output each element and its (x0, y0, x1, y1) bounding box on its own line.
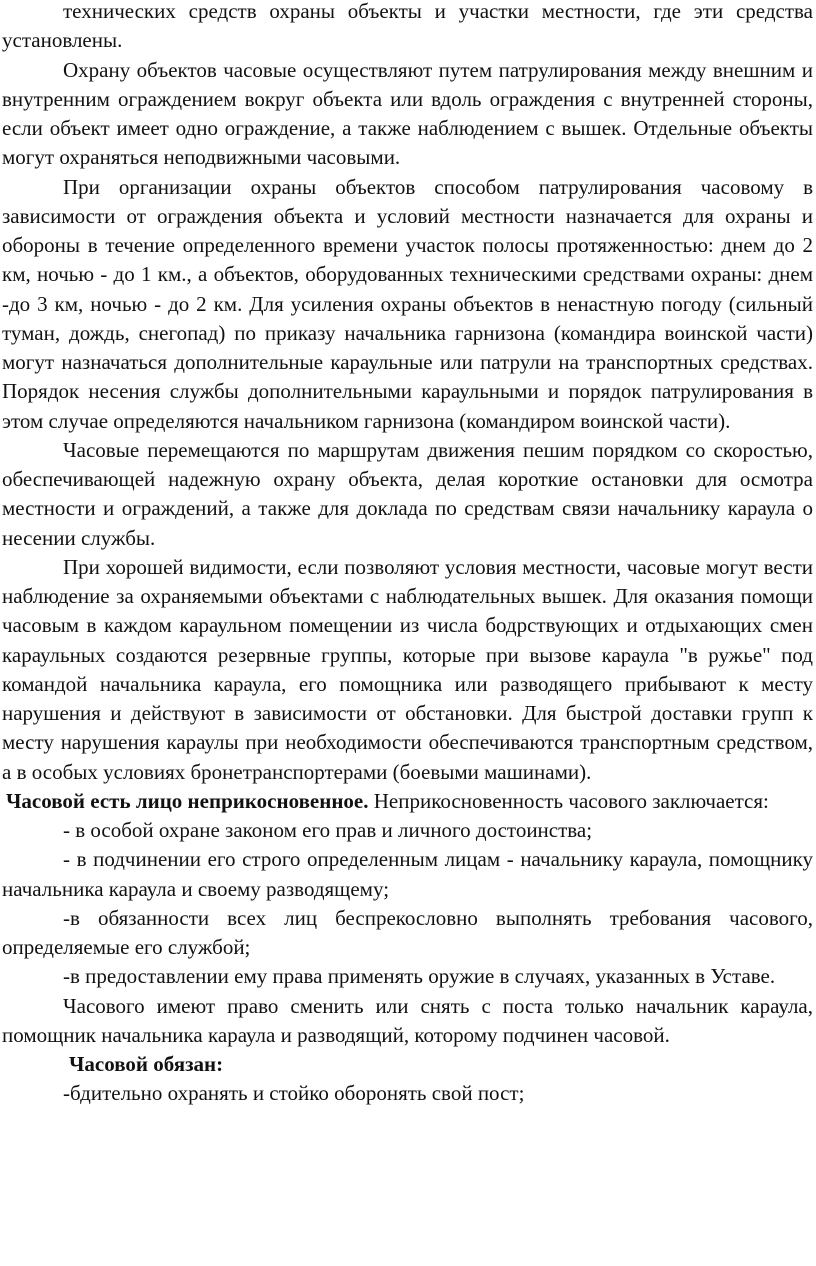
inviolability-text: Неприкосновенность часового заключается: (368, 788, 769, 813)
duties-heading (2, 1050, 813, 1079)
list-item: -бдительно охранять и стойко оборонять свой пост; (63, 1081, 525, 1106)
paragraph-observation-reserve: При хорошей видимости, если позволяют условия местности, часовые могут вести наблюдение за охраняемыми объектами с наблюдательных вышек. Для оказания помощи часовым в каждом караульном помещении из числа бодрствующих и отдыхающих смен караульных создаются резервные группы, которые при вызове караула "в ружье" под командой начальника караула, его помощника или разводящего прибывают к месту нарушения и действуют в зависимости от обстановки. Для быстрой доставки групп к месту нарушения караулы при необходимости обеспечиваются транспортным средством, а в особых условиях бронетранспортерами (боевыми машинами). (2, 554, 813, 784)
paragraph-continuation (2, 0, 813, 56)
paragraph-patrol-methods: Охрану объектов часовые осуществляют путем патрулирования между внешним и внутренним ограждением вокруг объекта или вдоль ограждения с внутренней стороны, если объект имеет одно ограждение, а также наблюдением с вышек. Отдельные объекты могут охраняться неподвижными часовыми. (2, 57, 813, 170)
inviolability-heading: Часовой есть лицо неприкосновенное. (6, 788, 369, 813)
paragraph-replacement: Часового имеют право сменить или снять с поста только начальник караула, помощник начальника караула и разводящий, которому подчинен часовой. (2, 993, 813, 1047)
paragraph-text: технических средств охраны объекты и участки местности, где эти средства установлены. (2, 0, 813, 53)
list-item: -в обязанности всех лиц беспрекословно выполнять требования часового, определяемые его службой; (2, 905, 813, 959)
paragraph-inviolability (2, 787, 813, 816)
list-item: - в особой охране законом его прав и личного достоинства; (63, 818, 593, 842)
list-item: -в предоставлении ему права применять оружие в случаях, указанных в Уставе. (63, 964, 776, 989)
paragraph-sentry-movement: Часовые перемещаются по маршрутам движения пешим порядком со скоростью, обеспечивающей надежную охрану объекта, делая короткие остановки для осмотра местности и ограждений, а также для доклада по средствам связи начальнику караула о несении службы. (2, 437, 813, 550)
paragraph-patrol-organization: При организации охраны объектов способом патрулирования часовому в зависимости от ограждения объекта и условий местности назначается для охраны и обороны в течение определенного времени участок полосы протяженностью: днем до 2 км, ночью - до 1 км., а объектов, оборудованных техническими средствами охраны: днем -до 3 км, ночью - до 2 км. Для усиления охраны объектов в ненастную погоду (сильный туман, дождь, снегопад) по приказу начальника гарнизона (командира воинской части) могут назначаться дополнительные караульные или патрули на транспортных средствах. Порядок несения службы дополнительными караульными и порядок патрулирования в этом случае определяются начальником гарнизона (командиром воинской части). (2, 174, 813, 433)
duties-heading-text: Часовой обязан: (69, 1052, 224, 1076)
list-item: - в подчинении его строго определенным лицам - начальнику караула, помощнику начальника караула и своему разводящему; (2, 847, 813, 901)
